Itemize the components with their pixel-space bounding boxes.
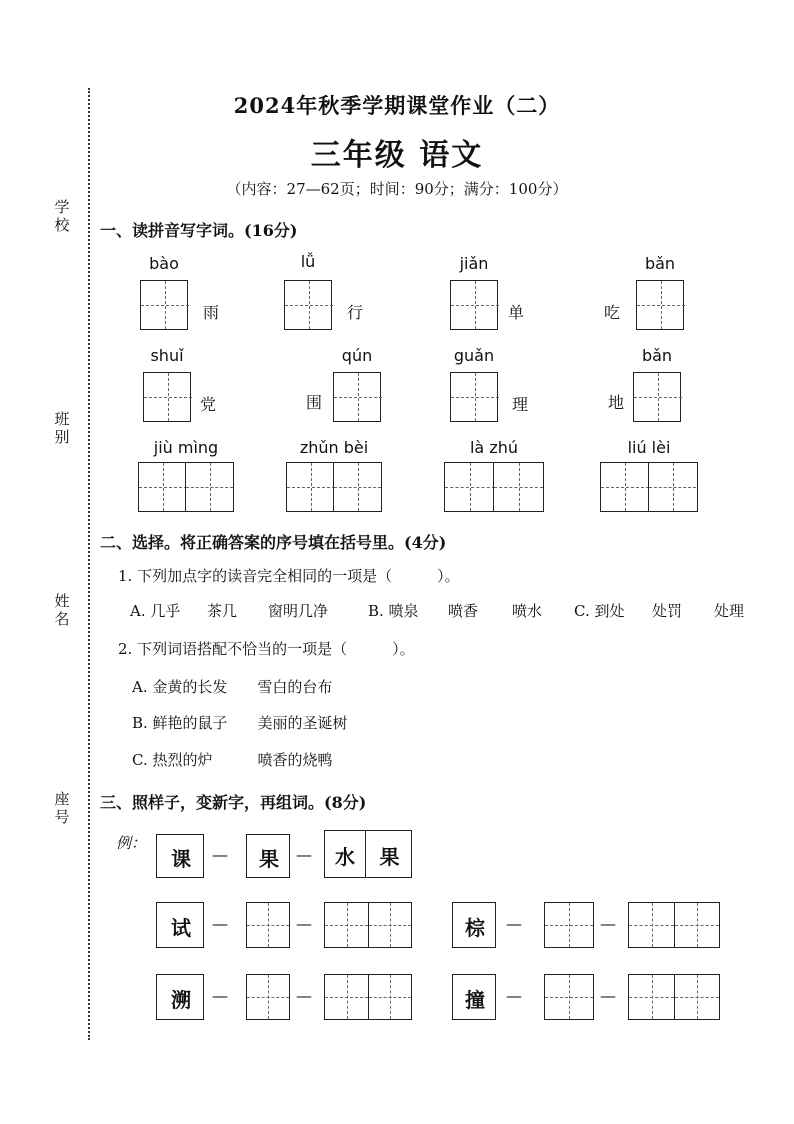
given-char: 围 xyxy=(306,393,323,412)
pinyin: bào xyxy=(149,254,179,273)
given-char: 党 xyxy=(200,395,217,414)
new-char-box[interactable] xyxy=(544,902,594,948)
section3-heading: 三、照样子，变新字，再组词。(8分) xyxy=(100,793,367,812)
name-label: 姓名 xyxy=(54,592,70,628)
class-label: 班别 xyxy=(54,410,70,446)
source-char-box: 撞 xyxy=(452,974,496,1020)
writing-box[interactable] xyxy=(284,280,332,330)
pinyin: zhǔn bèi xyxy=(299,438,369,457)
source-char-box: 试 xyxy=(156,902,204,948)
word-box[interactable] xyxy=(628,902,720,948)
dash: — xyxy=(600,986,616,1005)
given-char: 理 xyxy=(512,395,529,414)
q1-option-a-2: 茶几 xyxy=(207,602,238,620)
dash: — xyxy=(212,986,228,1005)
pinyin: shuǐ xyxy=(150,346,184,365)
section1-heading: 一、读拼音写字词。(16分) xyxy=(100,221,298,240)
writing-box[interactable] xyxy=(450,372,498,422)
exam-info: （内容：27—62页；时间：90分；满分：100分） xyxy=(226,180,568,198)
pinyin: lǚ xyxy=(300,252,316,271)
pinyin: liú lèi xyxy=(627,438,671,457)
word-box[interactable] xyxy=(628,974,720,1020)
pinyin: qún xyxy=(341,346,373,365)
writing-box[interactable] xyxy=(333,372,381,422)
dash: — xyxy=(296,845,312,864)
new-char-box[interactable] xyxy=(246,974,290,1020)
dash: — xyxy=(296,986,312,1005)
writing-box[interactable] xyxy=(140,280,188,330)
writing-box-double[interactable] xyxy=(600,462,698,512)
writing-box[interactable] xyxy=(636,280,684,330)
school-label: 学校 xyxy=(54,198,70,234)
writing-box-double[interactable] xyxy=(444,462,544,512)
given-char: 雨 xyxy=(203,303,220,322)
pinyin: jiǎn xyxy=(459,254,489,273)
dash: — xyxy=(296,914,312,933)
writing-box-double[interactable] xyxy=(286,462,382,512)
pinyin: jiù mìng xyxy=(153,438,219,457)
q1-option-b-2: 喷香 xyxy=(448,602,479,620)
given-char: 单 xyxy=(508,303,525,322)
pinyin: bǎn xyxy=(641,346,673,365)
new-char-box[interactable] xyxy=(246,902,290,948)
dash: — xyxy=(212,845,228,864)
q1-option-c-2: 处罚 xyxy=(652,602,683,620)
example-source-box: 课 xyxy=(156,834,204,878)
writing-box[interactable] xyxy=(450,280,498,330)
source-char-box: 棕 xyxy=(452,902,496,948)
word-box[interactable] xyxy=(324,902,412,948)
q2-option-b: B. 鲜艳的鼠子 美丽的圣诞树 xyxy=(132,714,348,732)
example-new-char-box: 果 xyxy=(246,834,290,878)
subject-title: 三年级 语文 xyxy=(310,138,484,173)
example-label: 例： xyxy=(116,834,147,852)
pinyin: bǎn xyxy=(644,254,676,273)
q1-option-c-3: 处理 xyxy=(714,602,745,620)
binding-line xyxy=(88,88,90,1040)
writing-box[interactable] xyxy=(633,372,681,422)
q1-option-b-1: B. 喷泉 xyxy=(368,602,419,620)
seat-label: 座号 xyxy=(54,790,70,826)
dash: — xyxy=(212,914,228,933)
writing-box-double[interactable] xyxy=(138,462,234,512)
pinyin: guǎn xyxy=(453,346,495,365)
q1-option-c-1: C. 到处 xyxy=(574,602,625,620)
page-title: 2024年秋季学期课堂作业（二） xyxy=(233,93,561,118)
question-2: 2. 下列词语搭配不恰当的一项是（ ）。 xyxy=(118,640,415,658)
example-word-box: 水 果 xyxy=(324,830,412,878)
pinyin: là zhú xyxy=(469,438,518,457)
writing-box[interactable] xyxy=(143,372,191,422)
q2-option-c: C. 热烈的炉 喷香的烧鸭 xyxy=(132,751,333,769)
question-1: 1. 下列加点字的读音完全相同的一项是（ ）。 xyxy=(118,567,460,585)
given-char: 吃 xyxy=(604,303,621,322)
q2-option-a: A. 金黄的长发 雪白的台布 xyxy=(132,678,333,696)
dash: — xyxy=(506,914,522,933)
section2-heading: 二、选择。将正确答案的序号填在括号里。(4分) xyxy=(100,533,447,552)
q1-option-a-3: 窗明几净 xyxy=(268,602,329,620)
dash: — xyxy=(600,914,616,933)
given-char: 行 xyxy=(347,303,364,322)
new-char-box[interactable] xyxy=(544,974,594,1020)
q1-option-a-1: A. 几乎 xyxy=(130,602,181,620)
word-box[interactable] xyxy=(324,974,412,1020)
source-char-box: 溯 xyxy=(156,974,204,1020)
dash: — xyxy=(506,986,522,1005)
q1-option-b-3: 喷水 xyxy=(512,602,543,620)
given-char: 地 xyxy=(608,393,625,412)
